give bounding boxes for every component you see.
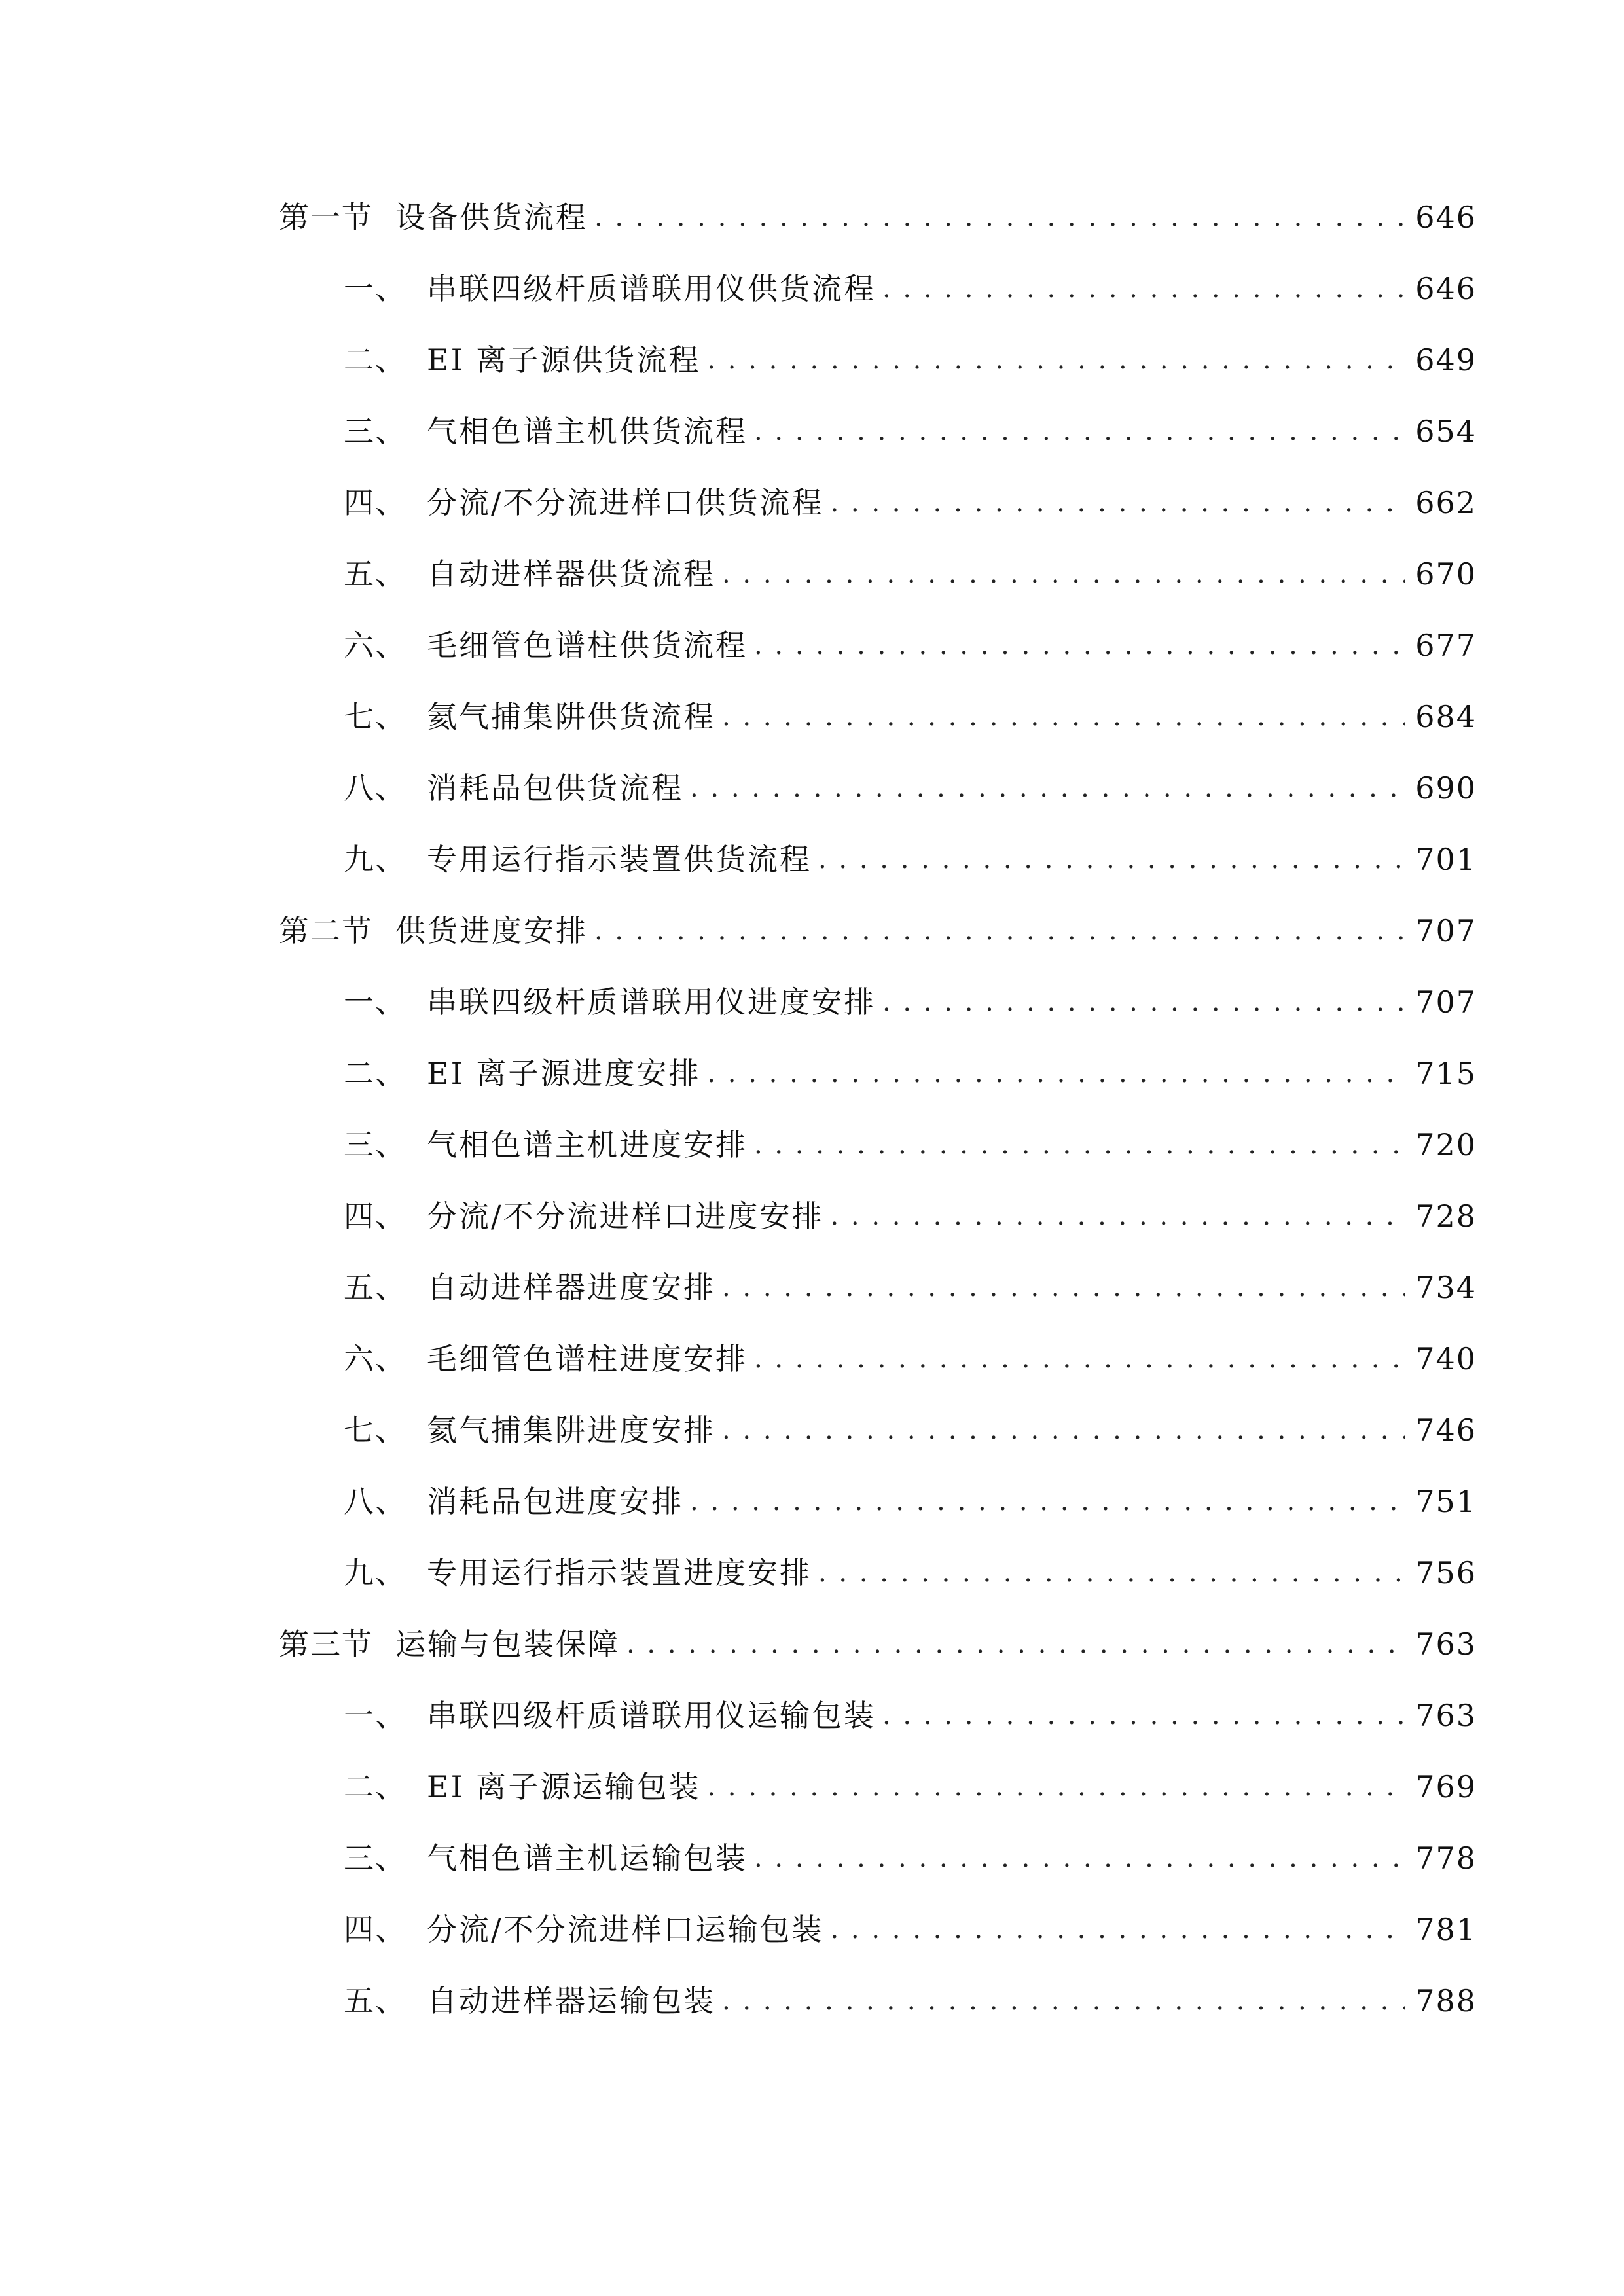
toc-entry-page: 781	[1415, 1912, 1477, 1947]
toc-entry-page: 728	[1415, 1198, 1477, 1234]
toc-dot-leader	[882, 266, 1405, 312]
toc-entry[interactable]	[344, 337, 1477, 383]
toc-entry-page: 788	[1415, 1983, 1477, 2018]
toc-entry-page: 684	[1415, 699, 1477, 734]
toc-entry[interactable]	[344, 1764, 1477, 1810]
toc-entry-number: 二、	[344, 1769, 406, 1804]
toc-entry-number: 第一节	[279, 200, 373, 235]
toc-entry[interactable]	[344, 1550, 1477, 1596]
toc-dot-leader	[690, 765, 1405, 811]
toc-entry-number: 六、	[344, 628, 406, 663]
toc-entry-page: 751	[1415, 1484, 1477, 1519]
toc-entry-number: 一、	[344, 271, 406, 306]
toc-dot-leader	[754, 622, 1405, 668]
toc-entry-number: 一、	[344, 1698, 406, 1733]
toc-entry-page: 707	[1415, 984, 1477, 1020]
toc-entry-title: 专用运行指示装置供货流程	[427, 842, 812, 877]
toc-entry[interactable]	[279, 1621, 1477, 1667]
toc-entry[interactable]	[344, 266, 1477, 312]
toc-entry-number: 五、	[344, 1983, 406, 2018]
toc-entry-title: 设备供货流程	[395, 200, 588, 235]
toc-entry-number: 四、	[344, 485, 406, 520]
toc-dot-leader	[626, 1621, 1405, 1667]
toc-entry[interactable]	[344, 694, 1477, 740]
toc-entry[interactable]	[344, 1122, 1477, 1168]
toc-entry-page: 662	[1415, 485, 1477, 520]
toc-dot-leader	[754, 1835, 1405, 1881]
toc-dot-leader	[818, 1550, 1405, 1596]
toc-entry-number: 八、	[344, 1484, 406, 1519]
toc-entry-title: 分流/不分流进样口进度安排	[427, 1198, 824, 1234]
toc-entry-page: 649	[1415, 342, 1477, 378]
toc-entry[interactable]	[344, 551, 1477, 597]
toc-entry-title: 消耗品包进度安排	[427, 1484, 683, 1519]
toc-dot-leader	[882, 979, 1405, 1025]
toc-entry-number: 七、	[344, 1412, 406, 1448]
toc-entry-number: 九、	[344, 1555, 406, 1590]
toc-entry-page: 720	[1415, 1127, 1477, 1162]
toc-entry-title: 自动进样器供货流程	[427, 556, 715, 592]
toc-entry-title: 串联四级杆质谱联用仪运输包装	[427, 1698, 876, 1733]
toc-entry-number: 三、	[344, 414, 406, 449]
toc-entry-number: 五、	[344, 556, 406, 592]
toc-entry-page: 646	[1415, 200, 1477, 235]
toc-entry-number: 八、	[344, 770, 406, 806]
toc-entry-number: 七、	[344, 699, 406, 734]
toc-entry-number: 一、	[344, 984, 406, 1020]
toc-entry-page: 763	[1415, 1698, 1477, 1733]
toc-entry-title: 气相色谱主机进度安排	[427, 1127, 748, 1162]
toc-entry-title: EI 离子源运输包装	[427, 1769, 701, 1804]
toc-entry-page: 646	[1415, 271, 1477, 306]
toc-entry-number: 六、	[344, 1341, 406, 1376]
toc-dot-leader	[831, 480, 1405, 526]
toc-entry-title: 氦气捕集阱进度安排	[427, 1412, 715, 1448]
toc-entry[interactable]	[344, 1835, 1477, 1881]
toc-entry-title: 气相色谱主机运输包装	[427, 1840, 748, 1876]
toc-entry-number: 第二节	[279, 913, 373, 948]
toc-entry-page: 670	[1415, 556, 1477, 592]
toc-entry-title: 毛细管色谱柱进度安排	[427, 1341, 748, 1376]
toc-entry-number: 二、	[344, 342, 406, 378]
toc-entry-page: 707	[1415, 913, 1477, 948]
toc-entry-title: 分流/不分流进样口供货流程	[427, 485, 824, 520]
toc-entry-page: 746	[1415, 1412, 1477, 1448]
toc-entry-title: 自动进样器运输包装	[427, 1983, 715, 2018]
toc-entry[interactable]	[344, 979, 1477, 1025]
toc-entry-title: 分流/不分流进样口运输包装	[427, 1912, 824, 1947]
toc-dot-leader	[707, 1050, 1405, 1096]
toc-entry-number: 第三节	[279, 1626, 373, 1662]
toc-dot-leader	[722, 1265, 1405, 1310]
toc-entry[interactable]	[344, 1336, 1477, 1382]
toc-entry-page: 690	[1415, 770, 1477, 806]
toc-entry[interactable]	[344, 1265, 1477, 1310]
toc-dot-leader	[818, 836, 1405, 882]
toc-dot-leader	[754, 1336, 1405, 1382]
toc-entry[interactable]	[344, 1907, 1477, 1952]
toc-entry[interactable]	[344, 1407, 1477, 1453]
toc-entry[interactable]	[344, 765, 1477, 811]
toc-entry-page: 763	[1415, 1626, 1477, 1662]
toc-entry[interactable]	[344, 622, 1477, 668]
toc-entry-title: 氦气捕集阱供货流程	[427, 699, 715, 734]
toc-entry-number: 三、	[344, 1127, 406, 1162]
toc-entry-page: 778	[1415, 1840, 1477, 1876]
toc-entry[interactable]	[344, 1050, 1477, 1096]
toc-entry-number: 五、	[344, 1270, 406, 1305]
toc-entry-title: 串联四级杆质谱联用仪进度安排	[427, 984, 876, 1020]
toc-entry-number: 四、	[344, 1912, 406, 1947]
toc-entry[interactable]	[344, 1193, 1477, 1239]
toc-dot-leader	[722, 1407, 1405, 1453]
toc-entry[interactable]	[344, 480, 1477, 526]
toc-entry-page: 715	[1415, 1056, 1477, 1091]
toc-dot-leader	[882, 1693, 1405, 1738]
toc-entry[interactable]	[344, 1479, 1477, 1524]
toc-entry-number: 九、	[344, 842, 406, 877]
toc-entry-page: 654	[1415, 414, 1477, 449]
toc-entry-title: 运输与包装保障	[395, 1626, 620, 1662]
toc-entry[interactable]	[344, 1978, 1477, 2024]
toc-entry-page: 740	[1415, 1341, 1477, 1376]
toc-dot-leader	[831, 1907, 1405, 1952]
toc-dot-leader	[594, 908, 1405, 954]
toc-entry-title: 专用运行指示装置进度安排	[427, 1555, 812, 1590]
toc-dot-leader	[690, 1479, 1405, 1524]
toc-entry[interactable]	[279, 908, 1477, 954]
toc-entry-page: 734	[1415, 1270, 1477, 1305]
toc-entry[interactable]	[344, 408, 1477, 454]
toc-dot-leader	[722, 1978, 1405, 2024]
toc-entry[interactable]	[279, 194, 1477, 240]
toc-entry-title: 串联四级杆质谱联用仪供货流程	[427, 271, 876, 306]
toc-entry-page: 769	[1415, 1769, 1477, 1804]
toc-entry-page: 756	[1415, 1555, 1477, 1590]
toc-entry-page: 701	[1415, 842, 1477, 877]
toc-dot-leader	[722, 551, 1405, 597]
toc-entry-title: 供货进度安排	[395, 913, 588, 948]
toc-dot-leader	[707, 1764, 1405, 1810]
toc-entry-number: 二、	[344, 1056, 406, 1091]
toc-entry-number: 三、	[344, 1840, 406, 1876]
toc-entry[interactable]	[344, 836, 1477, 882]
toc-entry-page: 677	[1415, 628, 1477, 663]
toc-entry-title: 气相色谱主机供货流程	[427, 414, 748, 449]
toc-entry-title: 消耗品包供货流程	[427, 770, 683, 806]
toc-entry[interactable]	[344, 1693, 1477, 1738]
toc-dot-leader	[722, 694, 1405, 740]
toc-dot-leader	[831, 1193, 1405, 1239]
toc-entry-title: EI 离子源进度安排	[427, 1056, 701, 1091]
toc-dot-leader	[594, 194, 1405, 240]
toc-entry-title: 毛细管色谱柱供货流程	[427, 628, 748, 663]
toc-entry-title: EI 离子源供货流程	[427, 342, 701, 378]
toc-dot-leader	[754, 408, 1405, 454]
toc-dot-leader	[707, 337, 1405, 383]
toc-dot-leader	[754, 1122, 1405, 1168]
toc-entry-title: 自动进样器进度安排	[427, 1270, 715, 1305]
toc-entry-number: 四、	[344, 1198, 406, 1234]
